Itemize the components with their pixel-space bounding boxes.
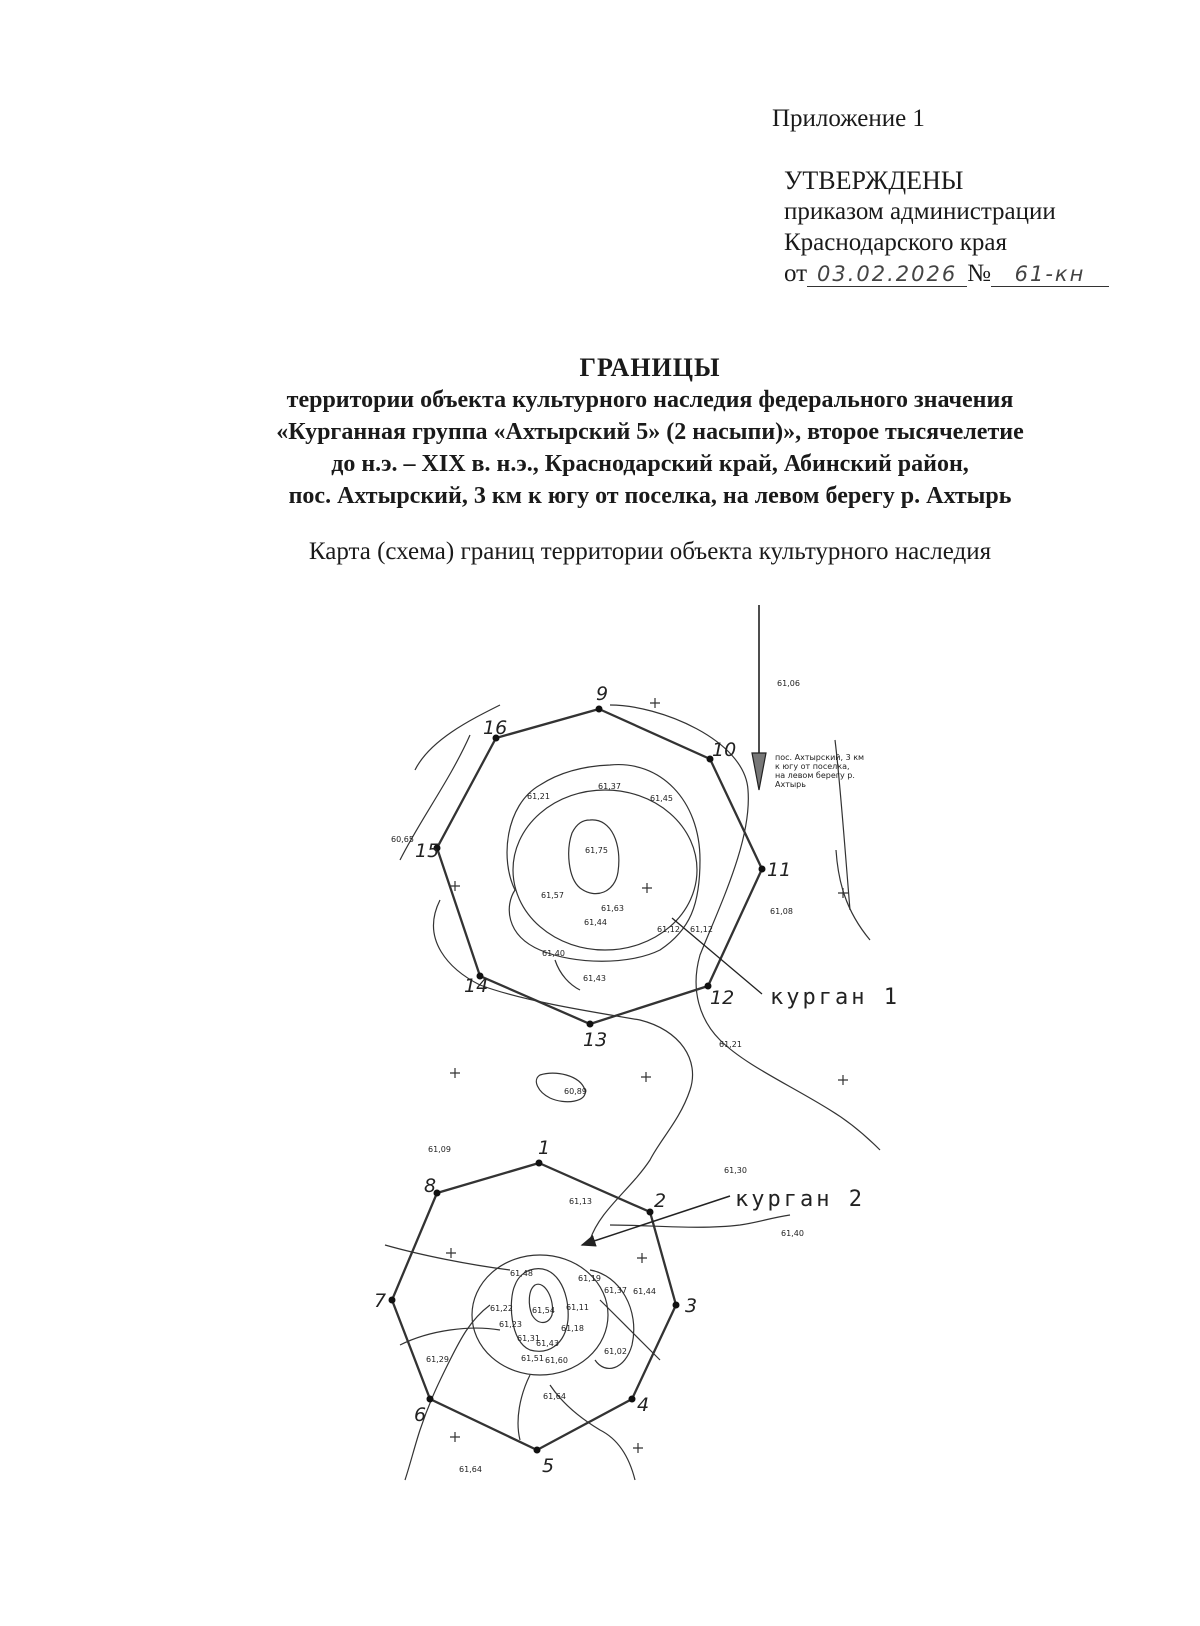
elevation-label: 61,45 xyxy=(650,794,673,803)
map-subtitle: Карта (схема) границ территории объекта культурного наследия xyxy=(308,538,992,565)
point-1: 1 xyxy=(538,1137,551,1159)
elevation-label: 61,02 xyxy=(604,1347,627,1356)
elevation-label: 61,64 xyxy=(459,1465,482,1474)
point-13: 13 xyxy=(583,1029,608,1051)
point-2: 2 xyxy=(654,1190,667,1212)
handwritten-number: 61-кн xyxy=(1014,262,1086,286)
elevation-label: 61,11 xyxy=(566,1303,589,1312)
point-8: 8 xyxy=(424,1175,437,1197)
point-6: 6 xyxy=(414,1404,427,1426)
elevation-label: 61,13 xyxy=(569,1197,592,1206)
approved-title: УТВЕРЖДЕНЫ xyxy=(784,166,964,195)
direction-note-line-2: к югу от поселка, xyxy=(775,762,850,771)
from-label: от xyxy=(784,260,808,287)
elevation-label: 61,43 xyxy=(583,974,606,983)
elevation-label: 61,19 xyxy=(578,1274,601,1283)
elevation-label: 61,09 xyxy=(428,1145,451,1154)
direction-note-line-3: на левом берегу р. xyxy=(775,771,855,780)
point-16: 16 xyxy=(483,717,508,739)
point-9: 9 xyxy=(596,683,609,705)
elevation-label: 61,63 xyxy=(601,904,624,913)
elevation-label: 61,44 xyxy=(633,1287,656,1296)
kurgan-1-contours xyxy=(400,705,880,1240)
approved-line-1: приказом администрации xyxy=(784,198,1056,225)
elevation-label: 61,21 xyxy=(527,792,550,801)
point-7: 7 xyxy=(374,1290,387,1312)
elevation-label: 61,12 xyxy=(690,925,713,934)
elevation-label: 61,12 xyxy=(657,925,680,934)
number-label: № xyxy=(967,260,991,287)
title-line-1: территории объекта культурного наследия федерального значения xyxy=(286,387,1014,413)
point-11: 11 xyxy=(767,859,792,881)
title-line-4: пос. Ахтырский, 3 км к югу от поселка, на левом берегу р. Ахтырь xyxy=(288,483,1012,509)
elevation-label: 61,29 xyxy=(426,1355,449,1364)
elevation-label: 61,37 xyxy=(604,1286,627,1295)
kurgan-2-label: курган 2 xyxy=(735,1187,865,1212)
elevation-label: 61,64 xyxy=(543,1392,566,1401)
direction-note xyxy=(775,753,864,789)
direction-note-line-4: Ахтырь xyxy=(775,780,806,789)
elevation-label: 61,51 xyxy=(521,1354,544,1363)
elevation-label: 61,37 xyxy=(598,782,621,791)
elevation-label: 61,44 xyxy=(584,918,607,927)
elevation-label: 61,08 xyxy=(770,907,793,916)
direction-arrow xyxy=(752,605,766,790)
elevation-label: 61,43 xyxy=(536,1339,559,1348)
elevation-label: 61,21 xyxy=(719,1040,742,1049)
elevation-label: 61,40 xyxy=(542,949,565,958)
elevation-label: 61,54 xyxy=(532,1306,555,1315)
point-4: 4 xyxy=(637,1394,650,1416)
point-15: 15 xyxy=(415,840,440,862)
elevation-label: 60,65 xyxy=(391,835,414,844)
point-14: 14 xyxy=(464,975,489,997)
elevation-label: 61,06 xyxy=(777,679,800,688)
grid-crosses xyxy=(446,698,848,1453)
elevation-label: 61,75 xyxy=(585,846,608,855)
elevation-label: 61,30 xyxy=(724,1166,747,1175)
appendix-label: Приложение 1 xyxy=(772,105,925,132)
elevation-label: 61,60 xyxy=(545,1356,568,1365)
elevation-label: 61,57 xyxy=(541,891,564,900)
point-10: 10 xyxy=(712,739,737,761)
point-3: 3 xyxy=(685,1295,698,1317)
direction-note-line-1: пос. Ахтырский, 3 км xyxy=(775,753,865,762)
kurgan-2-contours xyxy=(385,1215,790,1480)
elevation-label: 61,31 xyxy=(517,1334,540,1343)
elevation-label: 61,48 xyxy=(510,1269,533,1278)
elevation-label: 61,40 xyxy=(781,1229,804,1238)
title-line-2: «Курганная группа «Ахтырский 5» (2 насыпи)», второе тысячелетие xyxy=(276,419,1024,445)
title-main: ГРАНИЦЫ xyxy=(579,353,721,382)
elevation-label: 60,89 xyxy=(564,1087,587,1096)
kurgan-1-leader xyxy=(672,918,762,994)
point-12: 12 xyxy=(710,987,735,1009)
elevation-label: 61,23 xyxy=(499,1320,522,1329)
title-line-3: до н.э. – XIX в. н.э., Краснодарский край, Абинский район, xyxy=(331,451,969,477)
point-5: 5 xyxy=(542,1455,555,1477)
elevation-label: 61,22 xyxy=(490,1304,513,1313)
handwritten-date: 03.02.2026 xyxy=(816,262,958,286)
approved-line-2: Краснодарского края xyxy=(784,229,1007,256)
elevation-label: 61,18 xyxy=(561,1324,584,1333)
kurgan-1-label: курган 1 xyxy=(770,985,900,1010)
